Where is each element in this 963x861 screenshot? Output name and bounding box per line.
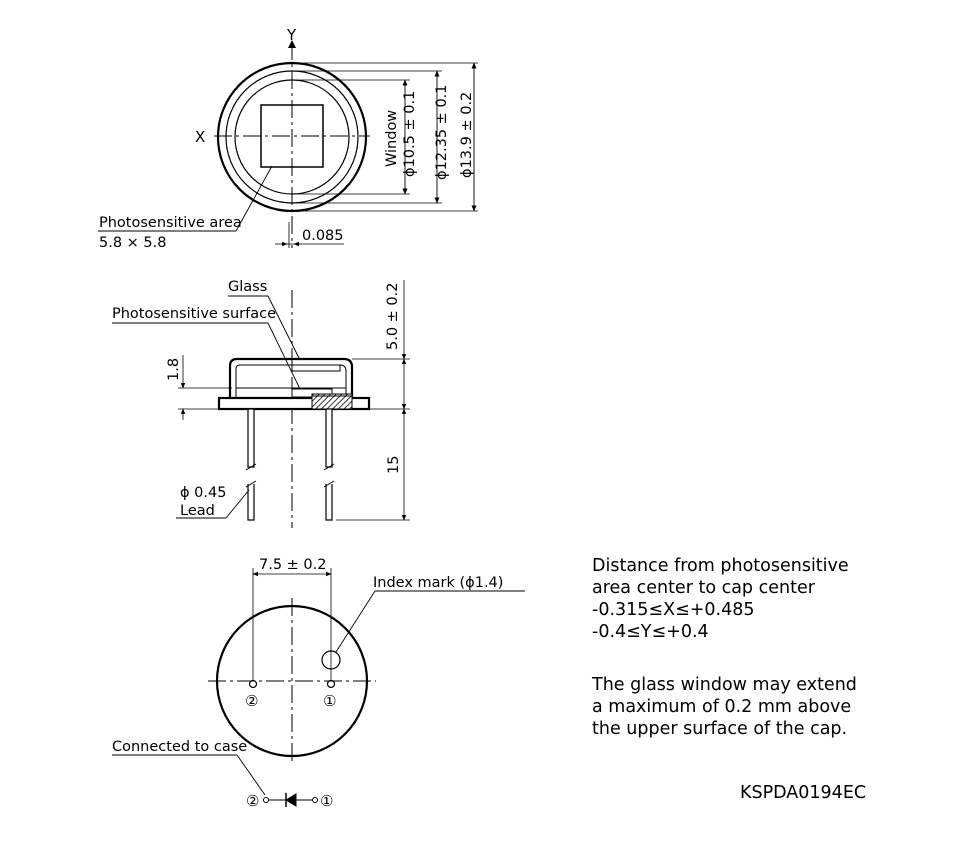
photosensitive-area-label: Photosensitive area (99, 215, 242, 231)
depth-dim-text: 1.8 (166, 357, 182, 381)
glass-note (592, 674, 857, 740)
surface-label: Photosensitive surface (112, 306, 277, 322)
photosensitive-area-size: 5.8 × 5.8 (99, 235, 167, 251)
pin-1-label: ① (323, 692, 337, 710)
surface-leader (268, 323, 300, 389)
distance-line-2: area center to cap center (592, 578, 815, 598)
distance-note (592, 555, 849, 643)
pin-2-hole (250, 681, 257, 688)
pin-1-hole (328, 681, 335, 688)
offset-dim-text: 0.085 (302, 228, 344, 244)
glass-note-line-1: The glass window may extend (592, 675, 857, 695)
lead-right-upper (326, 409, 332, 467)
glass-note-line-3: the upper surface of the cap. (592, 719, 848, 739)
glass-label: Glass (228, 279, 268, 295)
distance-line-1: Distance from photosensitive (592, 556, 849, 576)
diode-triangle (286, 794, 296, 806)
window-dim-text: ϕ10.5 ± 0.1 (402, 90, 418, 177)
glass-window (292, 365, 340, 371)
pin-spacing-text: 7.5 ± 0.2 (259, 557, 327, 573)
outer-dim-text: ϕ13.9 ± 0.2 (459, 91, 475, 178)
diode-pin-1-label: ① (320, 792, 334, 810)
inner-dim-text: ϕ12.35 ± 0.1 (434, 84, 450, 180)
height-dim-text: 5.0 ± 0.2 (385, 282, 401, 350)
lead-leader (226, 490, 249, 518)
diode-pin-2-label: ② (246, 792, 260, 810)
lead-label: Lead (180, 503, 215, 519)
connected-leader (237, 755, 265, 795)
bottom-view (112, 568, 525, 807)
connected-label: Connected to case (112, 739, 248, 755)
pin-2-label: ② (245, 692, 259, 710)
glass-note-line-2: a maximum of 0.2 mm above (592, 697, 852, 717)
window-label: Window (384, 109, 400, 167)
lead-length-text: 15 (386, 455, 402, 474)
axis-x-label: X (195, 128, 206, 146)
distance-x: -0.315≤X≤+0.485 (592, 600, 755, 620)
distance-y: -0.4≤Y≤+0.4 (592, 622, 709, 642)
lead-dia-text: ϕ 0.45 (180, 485, 227, 501)
drawing-code: KSPDA0194EC (740, 783, 867, 803)
lead-left-upper (248, 409, 254, 467)
index-mark-label: Index mark (ϕ1.4) (373, 575, 504, 591)
axis-y-label: Y (287, 26, 297, 44)
